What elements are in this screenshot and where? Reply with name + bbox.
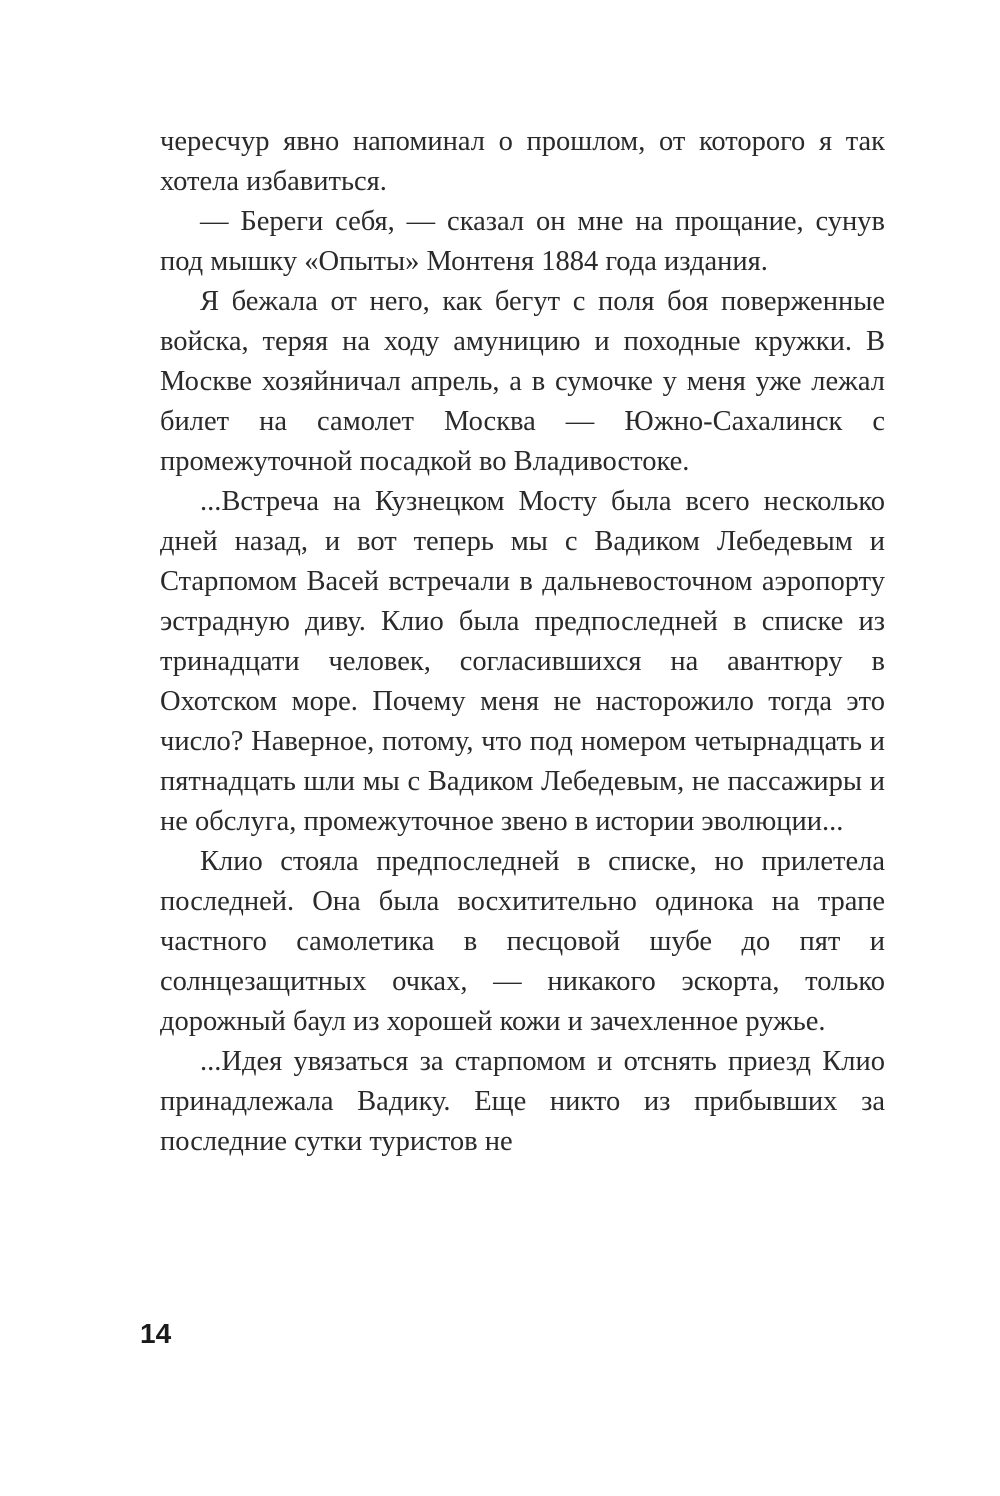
- paragraph-5: Клио стояла предпоследней в списке, но прилетела последней. Она была восхитительно одинока на трапе частного самолетика в песцовой шубе до пят и солнцезащитных очках, — никакого эскорта, только дорожный баул из хорошей кожи и зачехленное ружье.: [160, 846, 885, 1037]
- paragraph-4: ...Встреча на Кузнецком Мосту была всего несколько дней назад, и вот теперь мы с Вадиком Лебедевым и Старпомом Васей встречали в дальневосточном аэропорту эстрадную диву. Клио была предпоследней в списке из тринадцати человек, согласившихся на авантюру в Охотском море. Почему меня не насторожило тогда это число? Наверное, потому, что под номером четырнадцать и пятнадцать шли мы с Вадиком Лебедевым, не пассажиры и не обслуга, промежуточное звено в истории эволюции...: [160, 486, 885, 837]
- paragraph-6: ...Идея увязаться за старпомом и отснять приезд Клио принадлежала Вадику. Еще никто из прибывших за последние сутки туристов не: [160, 1046, 885, 1157]
- paragraph-2: — Береги себя, — сказал он мне на прощание, сунув под мышку «Опыты» Монтеня 1884 года издания.: [160, 206, 885, 277]
- paragraph-3: Я бежала от него, как бегут с поля боя поверженные войска, теряя на ходу амуницию и походные кружки. В Москве хозяйничал апрель, а в сумочке у меня уже лежал билет на самолет Москва — Южно-Сахалинск с промежуточной посадкой во Владивостоке.: [160, 286, 885, 477]
- paragraph-1: чересчур явно напоминал о прошлом, от которого я так хотела избавиться.: [160, 126, 885, 197]
- body-text: [160, 122, 885, 1162]
- page-number: 14: [140, 1318, 172, 1349]
